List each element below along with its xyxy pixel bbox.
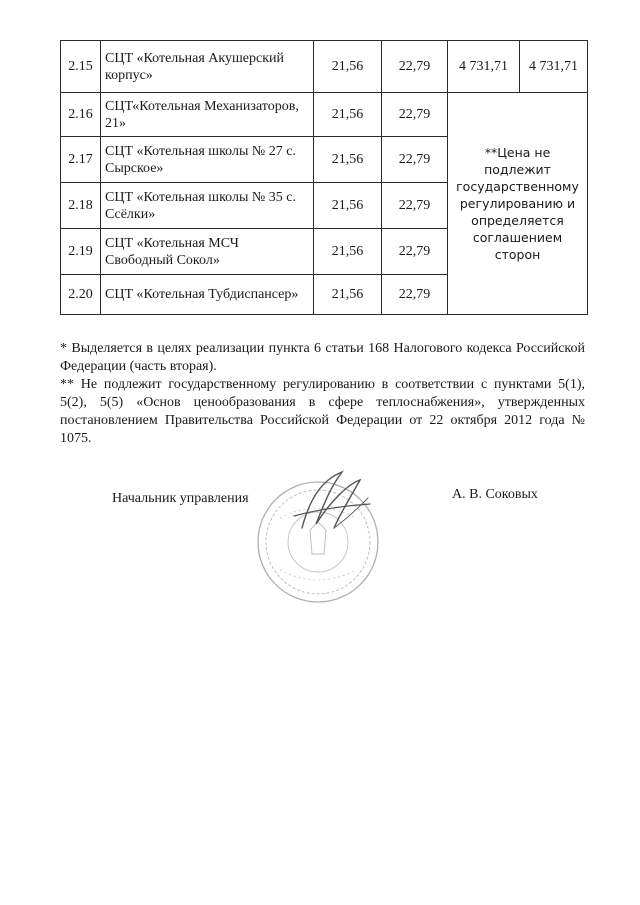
footnote-vat: * Выделяется в целях реализации пункта 6 статьи 168 Налогового кодекса Российской Федерации (часть вторая).: [60, 341, 585, 374]
row-number: 2.16: [61, 93, 101, 137]
row-name: СЦТ«Котельная Механизаторов, 21»: [101, 93, 314, 137]
footnote-regulation: ** Не подлежит государственному регулированию в соответствии с пунктами 5(1), 5(2), 5(5) «Основ ценообразования в сфере теплоснабжения», утвержденных постановлением Правительства Российской Федерации от 22 октября 2012 года № 1075.: [60, 377, 585, 446]
row-name: СЦТ «Котельная школы № 35 с. Ссёлки»: [101, 183, 314, 229]
signatory-name: А. В. Соковых: [452, 487, 538, 502]
row-number: 2.15: [61, 41, 101, 93]
signatory-title: Начальник управления: [112, 491, 249, 506]
value-cell: 21,56: [314, 275, 382, 315]
row-number: 2.20: [61, 275, 101, 315]
row-name: СЦТ «Котельная Тубдиспансер»: [101, 275, 314, 315]
footnotes: [60, 340, 585, 448]
value-cell: 22,79: [382, 229, 448, 275]
official-stamp: [250, 458, 400, 613]
tariff-table: [60, 40, 588, 315]
value-cell: 21,56: [314, 229, 382, 275]
row-number: 2.18: [61, 183, 101, 229]
value-cell: 22,79: [382, 93, 448, 137]
value-cell: 4 731,71: [520, 41, 588, 93]
table-row: [61, 93, 588, 137]
value-cell: 21,56: [314, 93, 382, 137]
value-cell: 21,56: [314, 41, 382, 93]
row-name: СЦТ «Котельная Акушерский корпус»: [101, 41, 314, 93]
value-cell: 21,56: [314, 137, 382, 183]
value-cell: 22,79: [382, 137, 448, 183]
value-cell: 21,56: [314, 183, 382, 229]
value-cell: 22,79: [382, 275, 448, 315]
value-cell: 4 731,71: [448, 41, 520, 93]
table-row: [61, 41, 588, 93]
row-name: СЦТ «Котельная школы № 27 с. Сырское»: [101, 137, 314, 183]
handwritten-signature-icon: [294, 472, 370, 528]
value-cell: 22,79: [382, 41, 448, 93]
stamp-seal-icon: [250, 458, 400, 608]
row-name: СЦТ «Котельная МСЧ Свободный Сокол»: [101, 229, 314, 275]
row-number: 2.17: [61, 137, 101, 183]
row-number: 2.19: [61, 229, 101, 275]
merged-note-cell: **Цена не подлежит государственному регулированию и определяется соглашением сторон: [448, 93, 588, 315]
value-cell: 22,79: [382, 183, 448, 229]
